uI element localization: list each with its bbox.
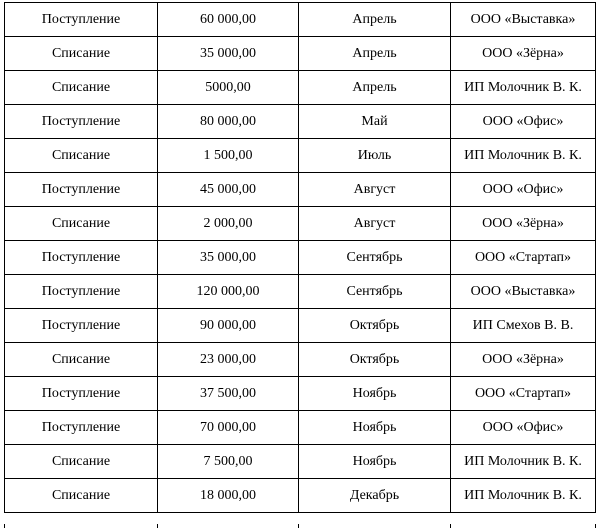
month-cell: Октябрь: [299, 309, 451, 343]
amount-cell: 5000,00: [158, 71, 299, 105]
counterparty-cell: ИП Молочник В. К.: [451, 479, 596, 513]
amount-cell: 90 000,00: [158, 309, 299, 343]
operation-type-cell: Списание: [5, 37, 158, 71]
transactions-table: [4, 2, 596, 513]
counterparty-cell: ООО «Зёрна»: [451, 207, 596, 241]
month-cell: Ноябрь: [299, 445, 451, 479]
table-row: [5, 71, 596, 105]
month-cell: Июль: [299, 139, 451, 173]
table-row: [5, 3, 596, 37]
table-row: [5, 309, 596, 343]
counterparty-cell: ООО «Зёрна»: [451, 37, 596, 71]
counterparty-cell: ИП Молочник В. К.: [451, 445, 596, 479]
amount-cell: 60 000,00: [158, 3, 299, 37]
table-border-continuation: [298, 524, 299, 528]
operation-type-cell: Поступление: [5, 309, 158, 343]
month-cell: Ноябрь: [299, 377, 451, 411]
counterparty-cell: ООО «Офис»: [451, 173, 596, 207]
operation-type-cell: Списание: [5, 343, 158, 377]
table-border-continuation: [595, 524, 596, 528]
amount-cell: 120 000,00: [158, 275, 299, 309]
amount-cell: 45 000,00: [158, 173, 299, 207]
counterparty-cell: ООО «Стартап»: [451, 377, 596, 411]
table-row: [5, 105, 596, 139]
table-border-continuation: [4, 524, 5, 528]
table-row: [5, 377, 596, 411]
month-cell: Сентябрь: [299, 241, 451, 275]
table-row: [5, 37, 596, 71]
operation-type-cell: Списание: [5, 139, 158, 173]
table-row: [5, 207, 596, 241]
amount-cell: 80 000,00: [158, 105, 299, 139]
counterparty-cell: ООО «Офис»: [451, 411, 596, 445]
amount-cell: 18 000,00: [158, 479, 299, 513]
operation-type-cell: Поступление: [5, 411, 158, 445]
operation-type-cell: Списание: [5, 479, 158, 513]
table-row: [5, 173, 596, 207]
amount-cell: 35 000,00: [158, 37, 299, 71]
table-row: [5, 479, 596, 513]
month-cell: Май: [299, 105, 451, 139]
operation-type-cell: Поступление: [5, 173, 158, 207]
month-cell: Апрель: [299, 71, 451, 105]
month-cell: Сентябрь: [299, 275, 451, 309]
table-row: [5, 411, 596, 445]
counterparty-cell: ИП Молочник В. К.: [451, 139, 596, 173]
month-cell: Октябрь: [299, 343, 451, 377]
table-row: [5, 343, 596, 377]
month-cell: Декабрь: [299, 479, 451, 513]
counterparty-cell: ООО «Стартап»: [451, 241, 596, 275]
operation-type-cell: Списание: [5, 71, 158, 105]
amount-cell: 70 000,00: [158, 411, 299, 445]
month-cell: Ноябрь: [299, 411, 451, 445]
amount-cell: 35 000,00: [158, 241, 299, 275]
counterparty-cell: ИП Смехов В. В.: [451, 309, 596, 343]
counterparty-cell: ООО «Выставка»: [451, 3, 596, 37]
operation-type-cell: Поступление: [5, 275, 158, 309]
counterparty-cell: ООО «Зёрна»: [451, 343, 596, 377]
month-cell: Август: [299, 207, 451, 241]
table-row: [5, 275, 596, 309]
operation-type-cell: Поступление: [5, 3, 158, 37]
amount-cell: 1 500,00: [158, 139, 299, 173]
month-cell: Август: [299, 173, 451, 207]
table-row: [5, 139, 596, 173]
transactions-table-body: [5, 3, 596, 513]
operation-type-cell: Списание: [5, 207, 158, 241]
amount-cell: 2 000,00: [158, 207, 299, 241]
operation-type-cell: Поступление: [5, 241, 158, 275]
amount-cell: 23 000,00: [158, 343, 299, 377]
table-row: [5, 241, 596, 275]
amount-cell: 37 500,00: [158, 377, 299, 411]
counterparty-cell: ООО «Выставка»: [451, 275, 596, 309]
table-border-continuation: [157, 524, 158, 528]
operation-type-cell: Поступление: [5, 105, 158, 139]
operation-type-cell: Списание: [5, 445, 158, 479]
table-border-continuation: [450, 524, 451, 528]
counterparty-cell: ООО «Офис»: [451, 105, 596, 139]
counterparty-cell: ИП Молочник В. К.: [451, 71, 596, 105]
table-row: [5, 445, 596, 479]
operation-type-cell: Поступление: [5, 377, 158, 411]
month-cell: Апрель: [299, 37, 451, 71]
month-cell: Апрель: [299, 3, 451, 37]
amount-cell: 7 500,00: [158, 445, 299, 479]
